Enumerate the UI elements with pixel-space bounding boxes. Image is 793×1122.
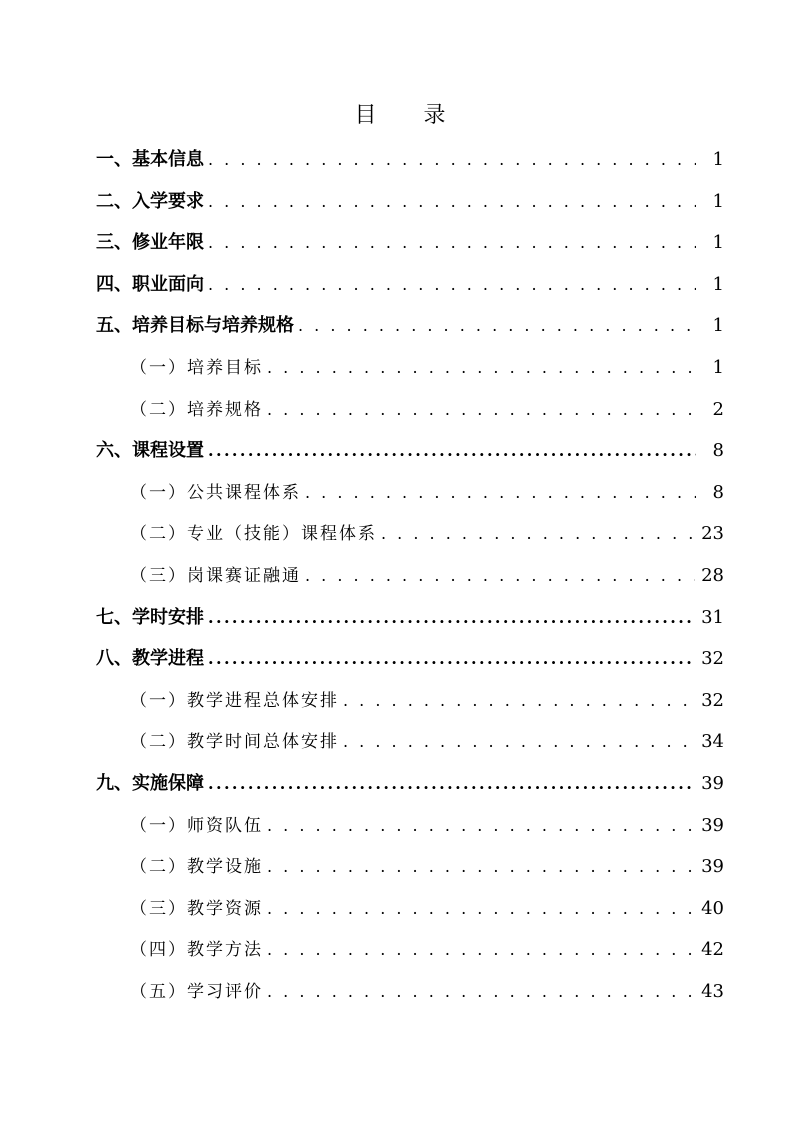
toc-page-number: 42 xyxy=(701,939,724,961)
toc-title: 目 录 xyxy=(354,103,466,128)
toc-subsection-entry[interactable] xyxy=(96,805,724,847)
toc-page-number: 8 xyxy=(712,481,724,503)
toc-entry-label: （一）师资队伍 xyxy=(130,815,263,836)
toc-page-number: 2 xyxy=(712,398,724,420)
toc-dot-leader xyxy=(208,763,695,805)
toc-page-number: 28 xyxy=(701,564,724,586)
toc-page-number: 1 xyxy=(712,315,724,337)
toc-page-number: 8 xyxy=(712,440,724,462)
toc-dot-leader xyxy=(267,971,695,1013)
toc-dot-leader xyxy=(208,139,696,181)
toc-section-entry[interactable] xyxy=(96,181,724,223)
toc-dot-leader xyxy=(267,888,695,930)
toc-dot-leader xyxy=(208,181,696,223)
toc-entry-label: 三、修业年限 xyxy=(96,232,204,254)
toc-section-entry[interactable] xyxy=(96,139,724,181)
toc-subsection-entry[interactable] xyxy=(96,929,724,971)
toc-page-number: 32 xyxy=(701,648,724,670)
toc-dot-leader xyxy=(305,555,695,597)
toc-dot-leader xyxy=(298,305,696,347)
toc-page-number: 1 xyxy=(712,190,724,212)
toc-dot-leader xyxy=(267,347,696,389)
toc-dot-leader xyxy=(267,929,695,971)
toc-page-number: 1 xyxy=(712,232,724,254)
toc-page-number: 1 xyxy=(712,149,724,170)
toc-entry-label: （二）教学设施 xyxy=(130,857,263,878)
toc-entry-label: 九、实施保障 xyxy=(96,772,204,794)
toc-entry-label: （一）教学进程总体安排 xyxy=(130,690,339,711)
toc-page-number: 39 xyxy=(701,856,724,878)
toc-entry-label: （二）培养规格 xyxy=(130,399,263,420)
toc-entry-label: （二）教学时间总体安排 xyxy=(130,732,339,753)
toc-page-number: 40 xyxy=(701,897,724,919)
toc-section-entry[interactable] xyxy=(96,430,724,472)
toc-page-number: 1 xyxy=(712,273,724,295)
toc-dot-leader xyxy=(208,597,695,639)
toc-dot-leader xyxy=(343,721,695,763)
toc-list xyxy=(96,139,724,1012)
toc-page-number: 31 xyxy=(701,606,724,628)
toc-entry-label: （三）教学资源 xyxy=(130,898,263,919)
toc-section-entry[interactable] xyxy=(96,763,724,805)
toc-entry-label: （三）岗课赛证融通 xyxy=(130,565,301,586)
toc-subsection-entry[interactable] xyxy=(96,513,724,555)
toc-page-number: 39 xyxy=(701,814,724,836)
toc-section-entry[interactable] xyxy=(96,305,724,347)
toc-subsection-entry[interactable] xyxy=(96,971,724,1013)
toc-page-number: 34 xyxy=(701,731,724,753)
toc-subsection-entry[interactable] xyxy=(96,680,724,722)
toc-entry-label: 五、培养目标与培养规格 xyxy=(96,315,294,337)
toc-dot-leader xyxy=(208,264,696,306)
toc-dot-leader xyxy=(267,389,696,431)
toc-section-entry[interactable] xyxy=(96,597,724,639)
toc-dot-leader xyxy=(305,472,696,514)
toc-subsection-entry[interactable] xyxy=(96,888,724,930)
toc-dot-leader xyxy=(267,846,695,888)
toc-dot-leader xyxy=(208,430,696,472)
toc-section-entry[interactable] xyxy=(96,222,724,264)
toc-dot-leader xyxy=(208,638,695,680)
toc-section-entry[interactable] xyxy=(96,638,724,680)
toc-subsection-entry[interactable] xyxy=(96,389,724,431)
toc-entry-label: 二、入学要求 xyxy=(96,190,204,212)
toc-entry-label: 七、学时安排 xyxy=(96,606,204,628)
toc-entry-label: 一、基本信息 xyxy=(96,149,204,170)
toc-page-number: 43 xyxy=(701,980,724,1002)
toc-entry-label: （一）公共课程体系 xyxy=(130,482,301,503)
toc-dot-leader xyxy=(381,513,695,555)
toc-dot-leader xyxy=(267,805,695,847)
toc-dot-leader xyxy=(343,680,695,722)
toc-subsection-entry[interactable] xyxy=(96,555,724,597)
toc-entry-label: 六、课程设置 xyxy=(96,440,204,462)
toc-subsection-entry[interactable] xyxy=(96,472,724,514)
toc-entry-label: 四、职业面向 xyxy=(96,273,204,295)
toc-section-entry[interactable] xyxy=(96,264,724,306)
toc-entry-label: （二）专业（技能）课程体系 xyxy=(130,524,377,545)
toc-subsection-entry[interactable] xyxy=(96,347,724,389)
toc-entry-label: （一）培养目标 xyxy=(130,357,263,378)
toc-page-number: 1 xyxy=(712,356,724,378)
toc-entry-label: （五）学习评价 xyxy=(130,981,263,1002)
toc-page-number: 23 xyxy=(701,523,724,545)
toc-dot-leader xyxy=(208,222,696,264)
toc-subsection-entry[interactable] xyxy=(96,721,724,763)
toc-subsection-entry[interactable] xyxy=(96,846,724,888)
toc-page-number: 32 xyxy=(701,689,724,711)
toc-entry-label: 八、教学进程 xyxy=(96,648,204,670)
toc-page-number: 39 xyxy=(701,772,724,794)
toc-entry-label: （四）教学方法 xyxy=(130,940,263,961)
